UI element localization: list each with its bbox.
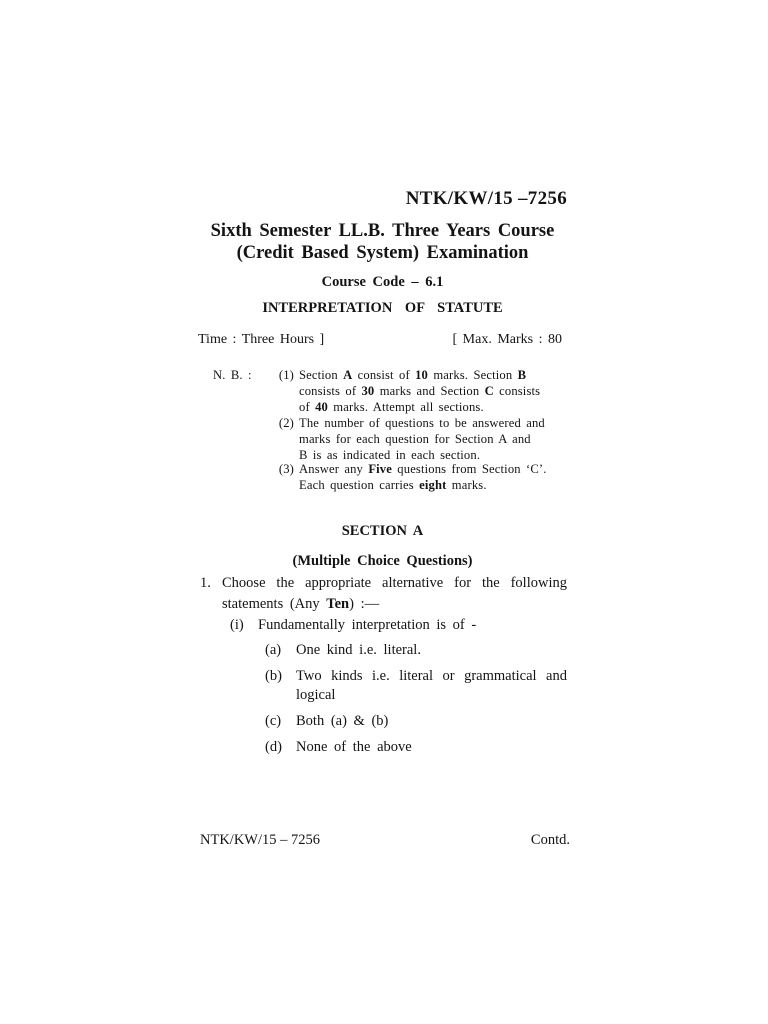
subject-title: INTERPRETATION OF STATUTE xyxy=(262,300,503,316)
note-number: (2) xyxy=(278,416,294,430)
note-1-line-3: of 40 marks. Attempt all sections. xyxy=(299,400,484,414)
note-1-line-2: consists of 30 marks and Section C consists xyxy=(299,384,541,398)
note-2-line-3: B is as indicated in each section. xyxy=(299,448,481,462)
option-label: (d) xyxy=(265,739,282,755)
continued-label: Contd. xyxy=(530,832,570,848)
note-1-line-1: Section A consist of 10 marks. Section B xyxy=(299,368,527,382)
max-marks: [ Max. Marks : 80 xyxy=(452,332,562,347)
option-text: Both (a) & (b) xyxy=(296,713,389,729)
time-allowed: Time : Three Hours ] xyxy=(198,332,325,347)
exam-title-line-2: (Credit Based System) Examination xyxy=(236,243,529,263)
note-number: (3) xyxy=(278,462,294,476)
option-label: (c) xyxy=(265,713,282,729)
sub-question-text: Fundamentally interpretation is of - xyxy=(258,617,477,633)
option-text: Two kinds i.e. literal or grammatical and xyxy=(296,668,567,684)
sub-question-number: (i) xyxy=(230,617,244,633)
option-text: None of the above xyxy=(296,739,412,755)
note-2-line-2: marks for each question for Section A and xyxy=(299,432,531,446)
question-text-line-1: Choose the appropriate alternative for the following xyxy=(222,575,567,591)
notes-label: N. B. : xyxy=(213,368,252,382)
note-2-line-1: The number of questions to be answered and xyxy=(299,416,545,430)
note-3-line-1: Answer any Five questions from Section ‘C’. xyxy=(299,462,547,476)
course-code: Course Code – 6.1 xyxy=(321,274,444,290)
note-3-line-2: Each question carries eight marks. xyxy=(299,478,487,492)
option-text: One kind i.e. literal. xyxy=(296,642,421,658)
question-text-line-2: statements (Any Ten) :— xyxy=(222,596,380,612)
section-title: SECTION A xyxy=(341,523,424,539)
paper-code: NTK/KW/15 –7256 xyxy=(405,188,567,209)
note-number: (1) xyxy=(278,368,294,382)
section-subtitle: (Multiple Choice Questions) xyxy=(292,553,473,569)
exam-title-line-1: Sixth Semester LL.B. Three Years Course xyxy=(210,221,555,241)
option-label: (b) xyxy=(265,668,282,684)
question-number: 1. xyxy=(200,575,211,591)
footer-paper-code: NTK/KW/15 – 7256 xyxy=(200,832,321,848)
option-label: (a) xyxy=(265,642,282,658)
option-text-continued: logical xyxy=(296,687,336,703)
